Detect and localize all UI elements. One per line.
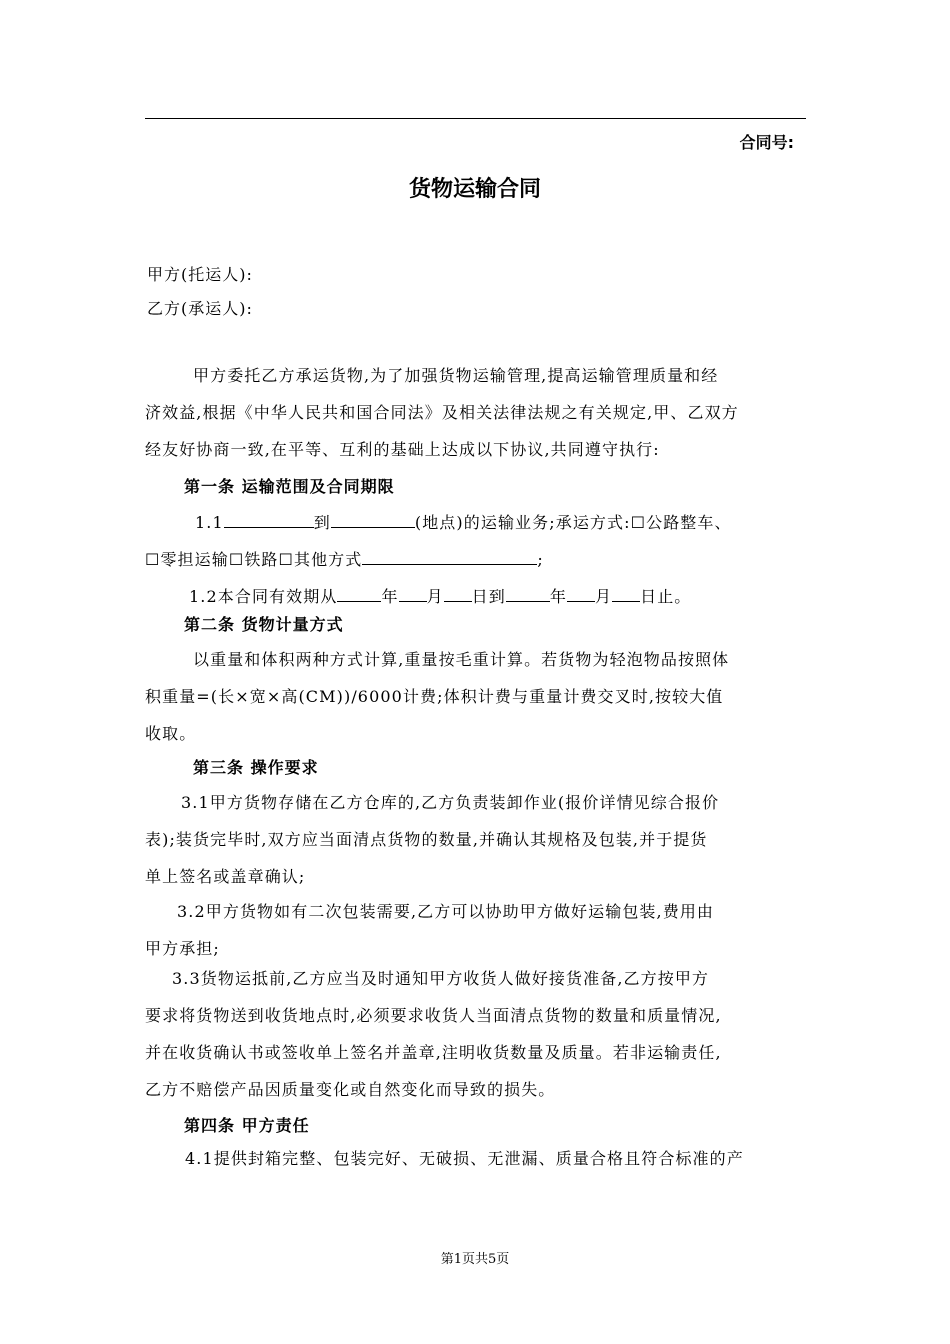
document-title: 货物运输合同 — [408, 177, 541, 202]
intro-line: 甲方委托乙方承运货物,为了加强货物运输管理,提高运输管理质量和经 — [193, 366, 719, 385]
article-4-heading: 第四条 甲方责任 — [184, 1116, 310, 1135]
clause-text: 1.2本合同有效期从 — [189, 587, 338, 606]
clause-3-3 — [145, 960, 809, 1108]
clause-text: 月 — [594, 587, 613, 606]
article-3-heading: 第三条 操作要求 — [193, 758, 319, 777]
article-2-line: 积重量=(长×宽×高(CM))/6000计费;体积计费与重量计费交叉时,按较大值 — [145, 687, 724, 706]
checkbox-icon[interactable]: ☐ — [278, 550, 294, 569]
clause-text: 到 — [313, 513, 331, 532]
clause-3-2 — [145, 893, 809, 967]
end-month-blank[interactable] — [567, 583, 595, 602]
page-number: 第1页共5页 — [440, 1252, 510, 1267]
clause-line: 甲方承担; — [145, 939, 220, 958]
start-month-blank[interactable] — [399, 583, 427, 602]
clause-line: 并在收货确认书或签收单上签名并盖章,注明收货数量及质量。若非运输责任, — [145, 1043, 722, 1062]
clause-line: 3.1甲方货物存储在乙方仓库的,乙方负责装卸作业(报价详情见综合报价 — [181, 793, 720, 812]
party-a-label: 甲方(托运人): — [147, 265, 253, 284]
clause-text: (地点)的运输业务;承运方式: — [414, 513, 631, 532]
article-2-line: 以重量和体积两种方式计算,重量按毛重计算。若货物为轻泡物品按照体 — [193, 650, 730, 669]
clause-text: 其他方式 — [293, 550, 363, 569]
intro-line: 经友好协商一致,在平等、互利的基础上达成以下协议,共同遵守执行: — [145, 440, 660, 459]
article-1-heading: 第一条 运输范围及合同期限 — [184, 477, 395, 496]
clause-text: 日到 — [471, 587, 506, 606]
end-year-blank[interactable] — [506, 583, 550, 602]
intro-line: 济效益,根据《中华人民共和国合同法》及相关法律法规之有关规定,甲、乙双方 — [145, 403, 739, 422]
start-day-blank[interactable] — [444, 583, 472, 602]
article-2-body — [145, 641, 809, 752]
clause-text: 年 — [549, 587, 567, 606]
clause-text: 公路整车、 — [646, 513, 732, 532]
clause-4-1 — [145, 1140, 809, 1177]
clause-text: 日止。 — [640, 587, 692, 606]
clause-line: 要求将货物送到收货地点时,必须要求收货人当面清点货物的数量和质量情况, — [145, 1006, 722, 1025]
end-day-blank[interactable] — [612, 583, 640, 602]
header-rule — [145, 118, 806, 119]
clause-text: 零担运输 — [160, 550, 229, 569]
origin-blank[interactable] — [224, 509, 314, 528]
clause-line: 3.3货物运抵前,乙方应当及时通知甲方收货人做好接货准备,乙方按甲方 — [172, 969, 710, 988]
clause-text: 年 — [381, 587, 399, 606]
contract-number-label: 合同号: — [739, 133, 794, 152]
clause-line: 单上签名或盖章确认; — [145, 867, 306, 886]
clause-line: 乙方不赔偿产品因质量变化或自然变化而导致的损失。 — [145, 1080, 556, 1099]
party-b-label: 乙方(承运人): — [147, 299, 253, 318]
clause-1-1 — [145, 504, 809, 615]
checkbox-icon[interactable]: ☐ — [228, 550, 245, 569]
article-2-heading: 第二条 货物计量方式 — [184, 615, 344, 634]
clause-line: 3.2甲方货物如有二次包装需要,乙方可以协助甲方做好运输包装,费用由 — [177, 902, 715, 921]
clause-text: 铁路 — [244, 550, 279, 569]
clause-text: 月 — [426, 587, 444, 606]
clause-text: 1.1 — [195, 513, 224, 532]
clause-line: 表);装货完毕时,双方应当面清点货物的数量,并确认其规格及包装,并于提货 — [145, 830, 708, 849]
other-method-blank[interactable] — [362, 546, 537, 565]
checkbox-icon[interactable]: ☐ — [145, 550, 161, 569]
start-year-blank[interactable] — [337, 583, 381, 602]
clause-3-1 — [145, 784, 809, 895]
article-2-line: 收取。 — [145, 724, 197, 743]
intro-paragraph — [145, 357, 809, 468]
destination-blank[interactable] — [331, 509, 415, 528]
clause-line: 4.1提供封箱完整、包装完好、无破损、无泄漏、质量合格且符合标准的产 — [185, 1149, 744, 1168]
clause-text: ; — [537, 550, 544, 569]
checkbox-icon[interactable]: ☐ — [630, 513, 647, 532]
